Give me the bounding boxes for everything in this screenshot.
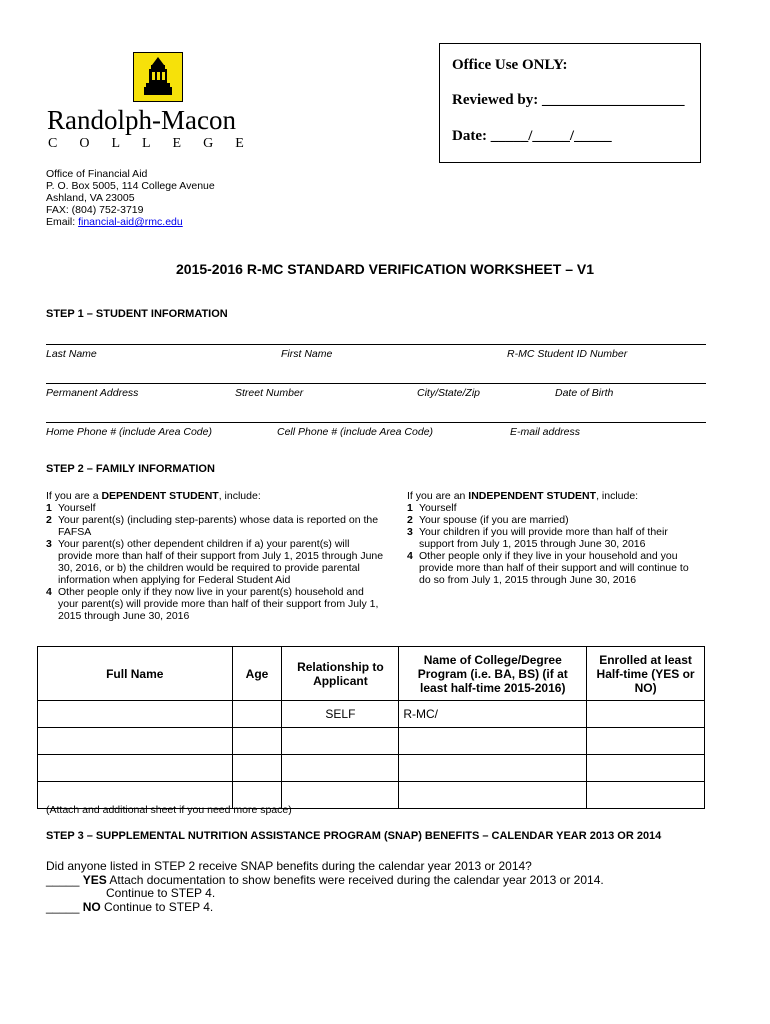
- step1-line-2[interactable]: [46, 383, 706, 384]
- step2-heading: STEP 2 – FAMILY INFORMATION: [46, 463, 215, 475]
- cell-full-name[interactable]: [38, 728, 233, 755]
- cell-enrolled[interactable]: [587, 701, 705, 728]
- cell-age[interactable]: [232, 728, 282, 755]
- cell-college[interactable]: [399, 755, 587, 782]
- table-row: [38, 728, 705, 755]
- office-use-title: Office Use ONLY:: [452, 57, 568, 73]
- cupola-icon: [134, 53, 182, 101]
- table-note: (Attach and additional sheet if you need more space): [46, 804, 292, 816]
- student-id-label: R-MC Student ID Number: [507, 348, 628, 360]
- no-label: NO: [82, 900, 101, 914]
- city-state: Ashland, VA 23005: [46, 192, 135, 204]
- email-address-label: E-mail address: [510, 426, 581, 438]
- date-of-birth-label: Date of Birth: [555, 387, 614, 399]
- cell-phone-label: Cell Phone # (include Area Code): [277, 426, 434, 438]
- col-relationship: Relationship to Applicant: [282, 647, 399, 701]
- first-name-label: First Name: [281, 348, 333, 360]
- list-item: 2 Your parent(s) (including step-parents) whose data is reported on the FAFSA: [46, 514, 379, 538]
- table-row: [38, 701, 705, 728]
- email-line: [46, 216, 215, 228]
- cell-enrolled[interactable]: [587, 728, 705, 755]
- office-use-box: [439, 43, 701, 163]
- email-link[interactable]: financial-aid@rmc.edu: [78, 216, 183, 228]
- office-name: Office of Financial Aid: [46, 168, 148, 180]
- col-enrolled: Enrolled at least Half-time (YES or NO): [587, 647, 705, 701]
- cell-relationship[interactable]: [282, 782, 399, 809]
- cell-relationship[interactable]: [282, 728, 399, 755]
- list-item: 4 Other people only if they live in your household and you provide more than half of their support and will continue to do so from July 1, 2015 through June 30, 2016: [407, 550, 689, 586]
- step3-heading: STEP 3 – SUPPLEMENTAL NUTRITION ASSISTANCE PROGRAM (SNAP) BENEFITS – CALENDAR YEAR 2013 OR 2014: [46, 830, 662, 842]
- cell-college[interactable]: R-MC/: [399, 701, 587, 728]
- no-blank[interactable]: _____: [46, 900, 80, 914]
- logo-subtitle: COLLEGE: [48, 136, 266, 151]
- col-college-program: Name of College/Degree Program (i.e. BA, BS) (if at least half-time 2015-2016): [399, 647, 587, 701]
- office-date-field: Date: _____/_____/_____: [452, 128, 612, 144]
- yes-text: Attach documentation to show benefits were received during the calendar year 2013 or 2014.: [106, 873, 604, 887]
- list-item: 1 Yourself: [46, 502, 96, 514]
- snap-question: Did anyone listed in STEP 2 receive SNAP benefits during the calendar year 2013 or 2014?: [46, 859, 532, 873]
- fax-number: FAX: (804) 752-3719: [46, 204, 144, 216]
- dependent-list: [46, 490, 386, 622]
- snap-yes-line: [46, 873, 604, 887]
- page-title: 2015-2016 R-MC STANDARD VERIFICATION WORKSHEET – V1: [176, 261, 594, 277]
- street-number-label: Street Number: [235, 387, 304, 399]
- yes-label: YES: [82, 873, 107, 887]
- po-box: P. O. Box 5005, 114 College Avenue: [46, 180, 215, 192]
- yes-blank[interactable]: _____: [46, 873, 80, 887]
- cell-enrolled[interactable]: [587, 782, 705, 809]
- no-text: Continue to STEP 4.: [100, 900, 214, 914]
- list-item: 1 Yourself: [407, 502, 457, 514]
- step1-line-1[interactable]: [46, 344, 706, 345]
- list-item: 3 Your children if you will provide more than half of their support from July 1, 2015 through June 30, 2016: [407, 526, 668, 550]
- cell-full-name[interactable]: [38, 755, 233, 782]
- cell-relationship: SELF: [282, 701, 399, 728]
- last-name-label: Last Name: [46, 348, 97, 360]
- yes-continue: Continue to STEP 4.: [106, 886, 216, 900]
- independent-intro: If you are an INDEPENDENT STUDENT, include:: [407, 490, 639, 502]
- list-item: 3 Your parent(s) other dependent children if a) your parent(s) will provide more than half of their support from July 1, 2015 through June 30, 2016, or b) the children would be required to provide parental information when applying for Federal Student Aid: [46, 538, 384, 586]
- family-members-table: [37, 646, 705, 809]
- col-full-name: Full Name: [38, 647, 233, 701]
- step1-line-3[interactable]: [46, 422, 706, 423]
- college-logo-emblem: [133, 52, 183, 102]
- cell-college[interactable]: [399, 728, 587, 755]
- col-age: Age: [232, 647, 282, 701]
- cell-college[interactable]: [399, 782, 587, 809]
- table-row: [38, 755, 705, 782]
- logo-name: Randolph-Macon: [47, 105, 236, 135]
- cell-relationship[interactable]: [282, 755, 399, 782]
- cell-enrolled[interactable]: [587, 755, 705, 782]
- list-item: 4 Other people only if they now live in your parent(s) household and your parent(s) will provide more than half of their support from July 1, 2015 through June 30, 2016: [46, 586, 379, 622]
- email-label: Email:: [46, 216, 79, 228]
- office-address: [46, 168, 215, 228]
- reviewed-by-field: Reviewed by: ___________________: [452, 92, 685, 108]
- list-item: 2 Your spouse (if you are married): [407, 514, 569, 526]
- cell-age[interactable]: [232, 701, 282, 728]
- home-phone-label: Home Phone # (include Area Code): [46, 426, 212, 438]
- snap-no-line: [46, 900, 213, 914]
- table-header-row: [38, 647, 705, 701]
- cell-age[interactable]: [232, 755, 282, 782]
- city-state-zip-label: City/State/Zip: [417, 387, 481, 399]
- dependent-intro: If you are a DEPENDENT STUDENT, include:: [46, 490, 261, 502]
- step1-heading: STEP 1 – STUDENT INFORMATION: [46, 308, 228, 320]
- independent-list: [407, 490, 697, 586]
- cell-full-name[interactable]: [38, 701, 233, 728]
- permanent-address-label: Permanent Address: [46, 387, 139, 399]
